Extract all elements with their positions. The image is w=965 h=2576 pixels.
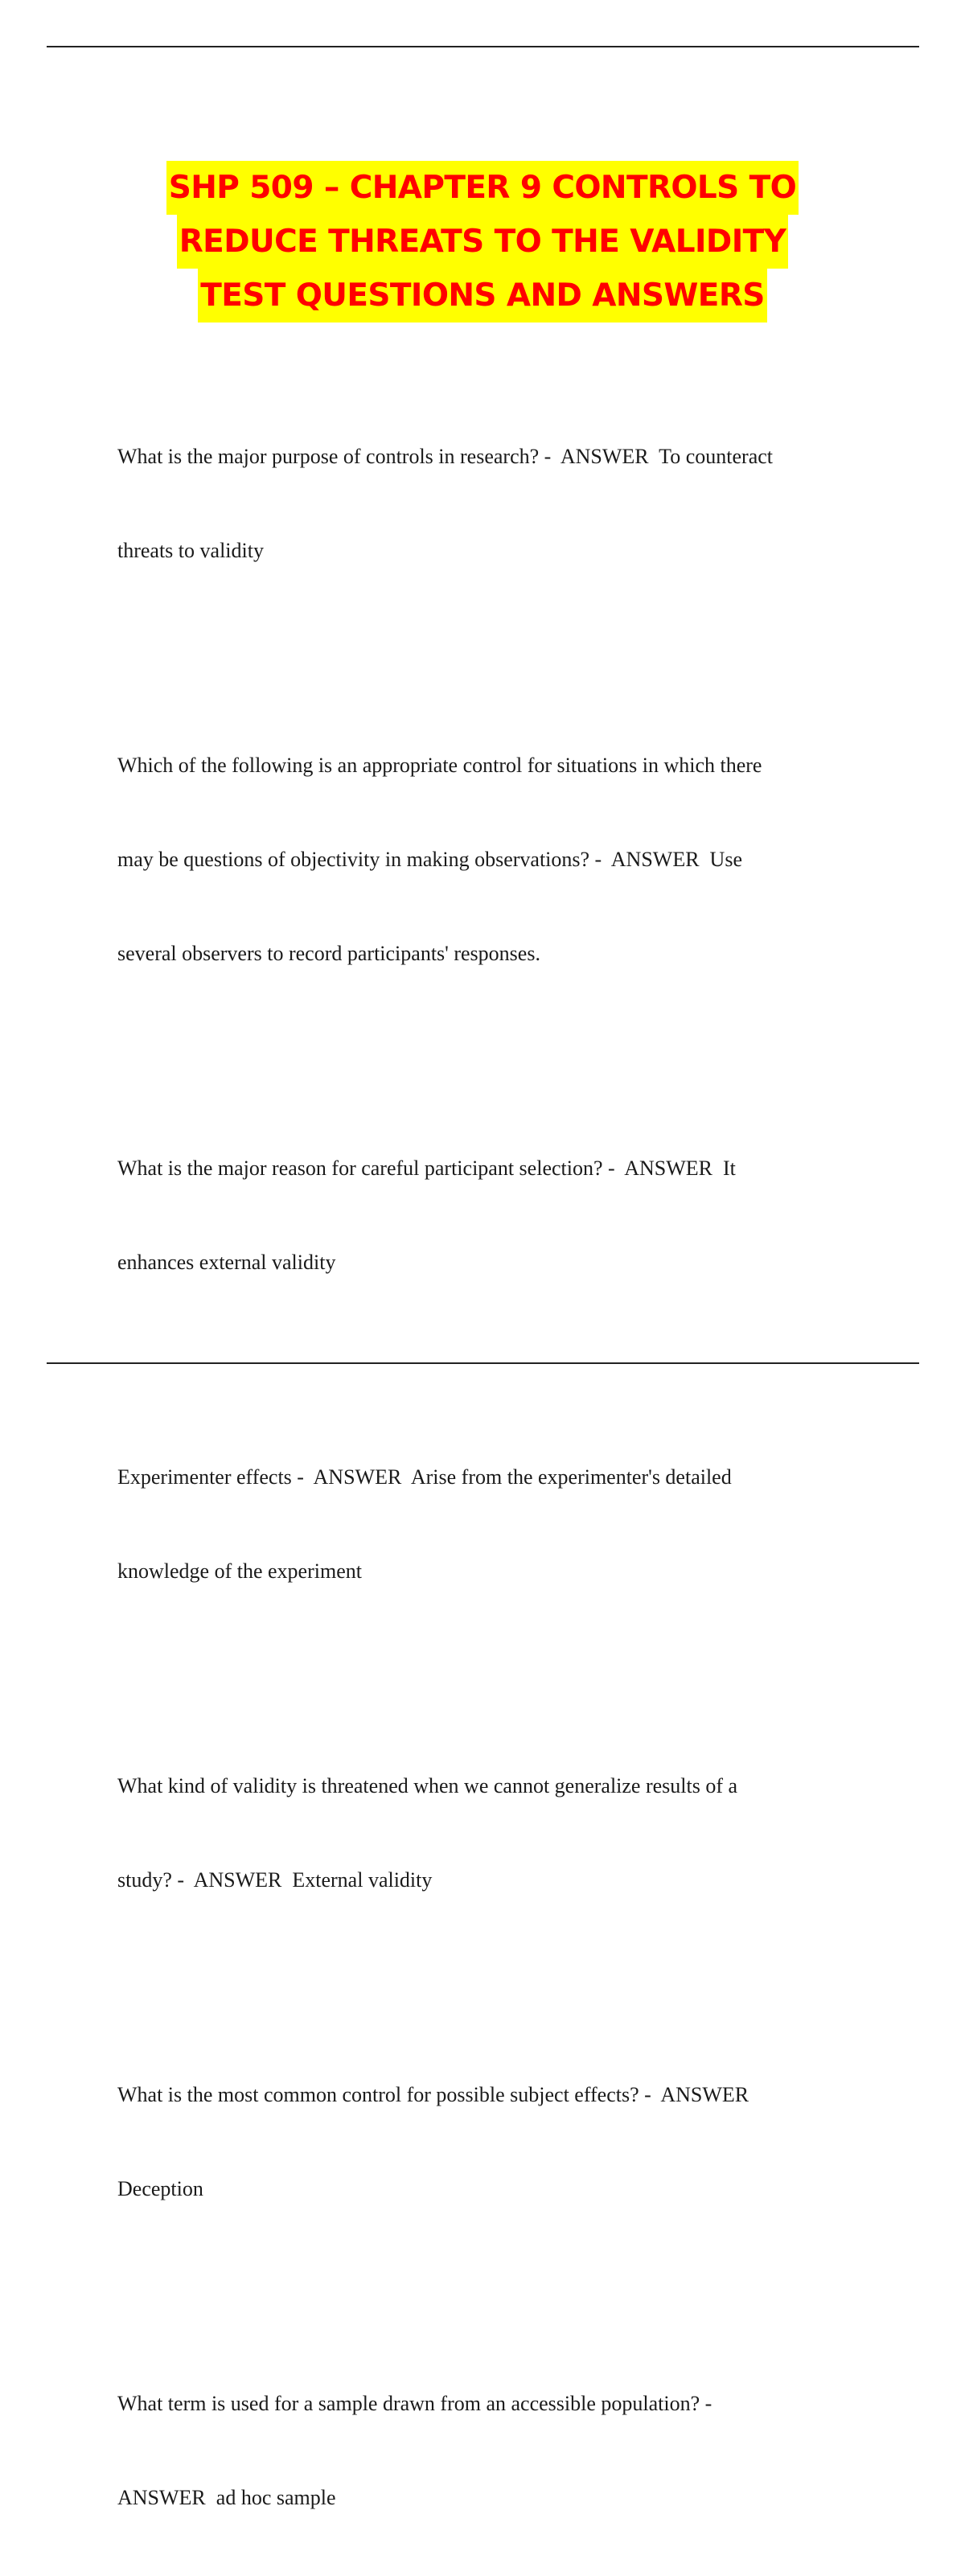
qa-item-5: [117, 1707, 841, 1958]
qa-item-1: [117, 378, 841, 629]
qa-item-3-line-1: What is the major reason for careful participant selection? - ANSWER It: [117, 1157, 736, 1180]
title-line-2: REDUCE THREATS TO THE VALIDITY: [177, 215, 789, 269]
qa-item-2-line-2: may be questions of objectivity in making observations? - ANSWER Use: [117, 848, 742, 871]
qa-item-2-line-1: Which of the following is an appropriate control for situations in which there: [117, 754, 762, 777]
qa-item-2-line-3: several observers to record participants' responses.: [117, 942, 540, 965]
qa-list: [117, 378, 841, 2576]
bottom-rule: [47, 1362, 919, 1364]
qa-item-1-line-2: threats to validity: [117, 539, 264, 562]
qa-item-4-line-2: knowledge of the experiment: [117, 1559, 362, 1583]
qa-item-1-line-1: What is the major purpose of controls in research? - ANSWER To counteract: [117, 445, 774, 468]
qa-item-3-line-2: enhances external validity: [117, 1251, 336, 1274]
title-line-1: SHP 509 – CHAPTER 9 CONTROLS TO: [166, 161, 799, 215]
qa-item-7-line-1: What term is used for a sample drawn from an accessible population? -: [117, 2392, 712, 2415]
document-title: [0, 161, 965, 323]
qa-item-2: [117, 687, 841, 1032]
qa-item-6-line-2: Deception: [117, 2177, 203, 2200]
qa-item-3: [117, 1090, 841, 1341]
qa-item-7-line-2: ANSWER ad hoc sample: [117, 2486, 336, 2509]
top-rule: [47, 46, 919, 47]
qa-item-5-line-2: study? - ANSWER External validity: [117, 1868, 433, 1892]
qa-item-5-line-1: What kind of validity is threatened when we cannot generalize results of a: [117, 1774, 738, 1797]
qa-item-7: [117, 2325, 841, 2576]
qa-item-6: [117, 2016, 841, 2267]
title-line-3: TEST QUESTIONS AND ANSWERS: [198, 269, 767, 323]
qa-item-4-line-1: Experimenter effects - ANSWER Arise from the experimenter's detailed: [117, 1465, 732, 1489]
qa-item-4: [117, 1399, 841, 1650]
qa-item-6-line-1: What is the most common control for possible subject effects? - ANSWER: [117, 2083, 749, 2106]
